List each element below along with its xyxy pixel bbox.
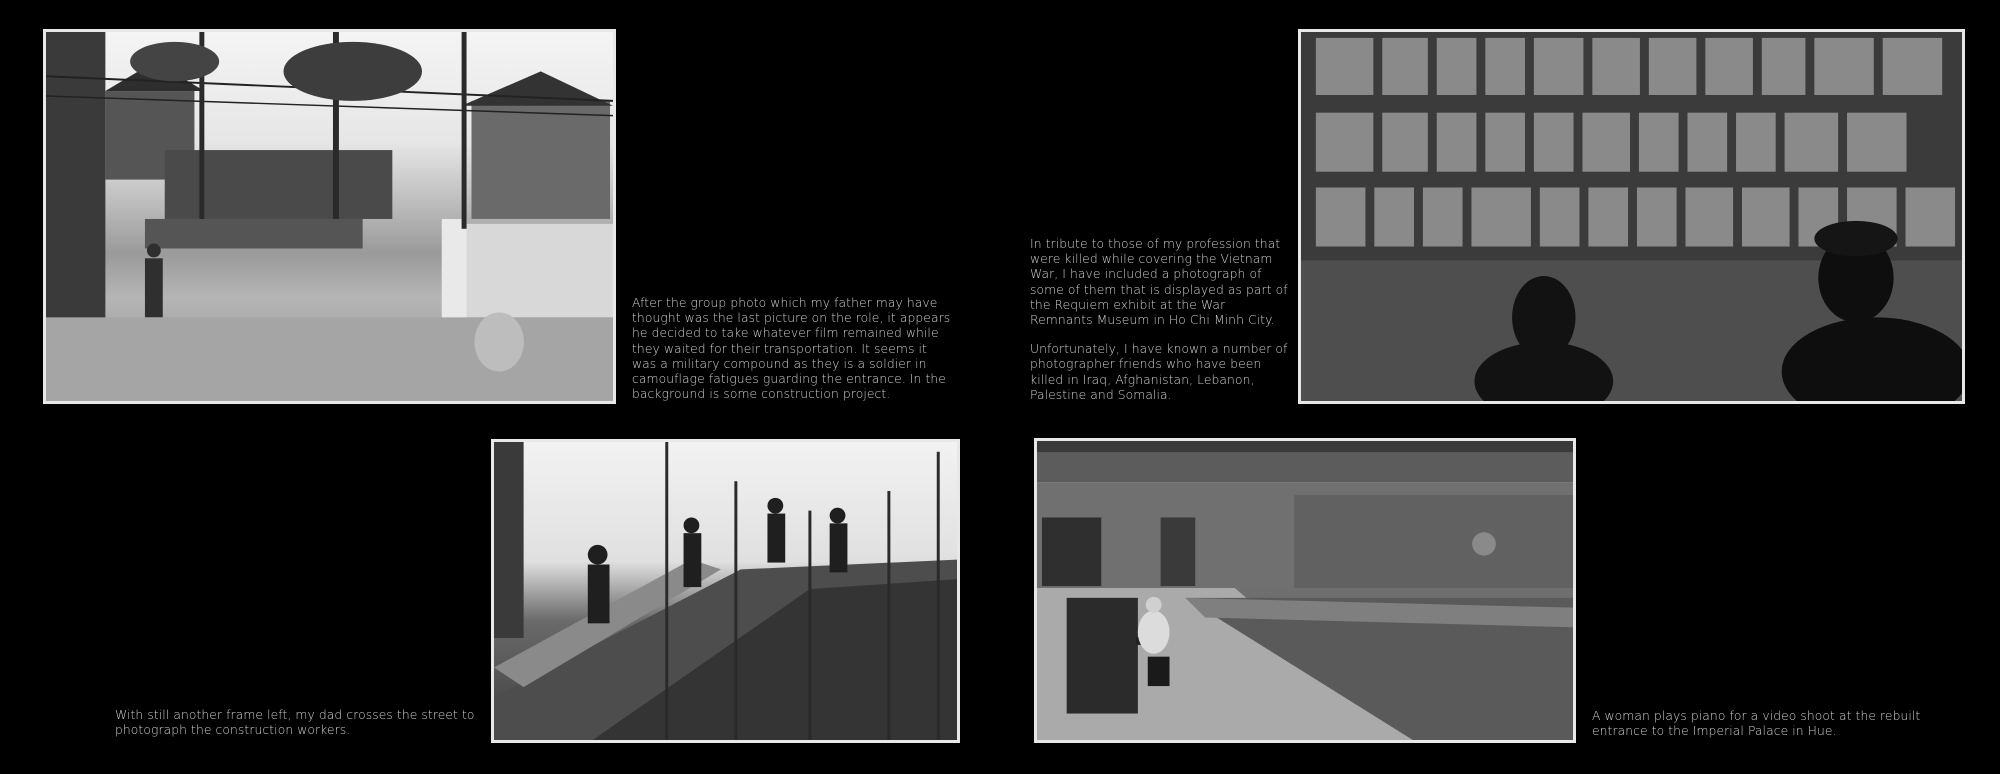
workers-caption-text: With still another frame left, my dad crosses the street to photograph the construction workers. (115, 708, 475, 738)
piano-caption-text: A woman plays piano for a video shoot at the rebuilt entrance to the Imperial Palace in Hue. (1592, 709, 1921, 739)
tribute-caption-paragraph-2: Unfortunately, I have known a number of photographer friends who have been killed in Iraq, Afghanistan, Lebanon, Palestine and Somalia. (1030, 342, 1288, 402)
compound-caption (632, 296, 952, 402)
tribute-caption-paragraph-1: In tribute to those of my profession that were killed while covering the Vietnam War, I have included a photograph of some of them that is displayed as part of the Requiem exhibit at the War Remnants Museum in Ho Chi Minh City. (1030, 237, 1288, 328)
war-remnants-memorial-photo (1298, 29, 1965, 404)
piano-caption (1592, 709, 1972, 739)
workers-caption (115, 708, 475, 738)
compound-caption-text: After the group photo which my father may have thought was the last picture on the role, it appears he decided to take whatever film remained while they waited for their transportation. It seems it was a military compound as they is a soldier in camouflage fatigues guarding the entrance. In the background is some construction project. (632, 296, 951, 402)
military-compound-photo (43, 29, 616, 404)
construction-workers-photo (491, 439, 960, 743)
tribute-caption (1030, 237, 1290, 403)
imperial-palace-piano-photo (1034, 438, 1576, 743)
